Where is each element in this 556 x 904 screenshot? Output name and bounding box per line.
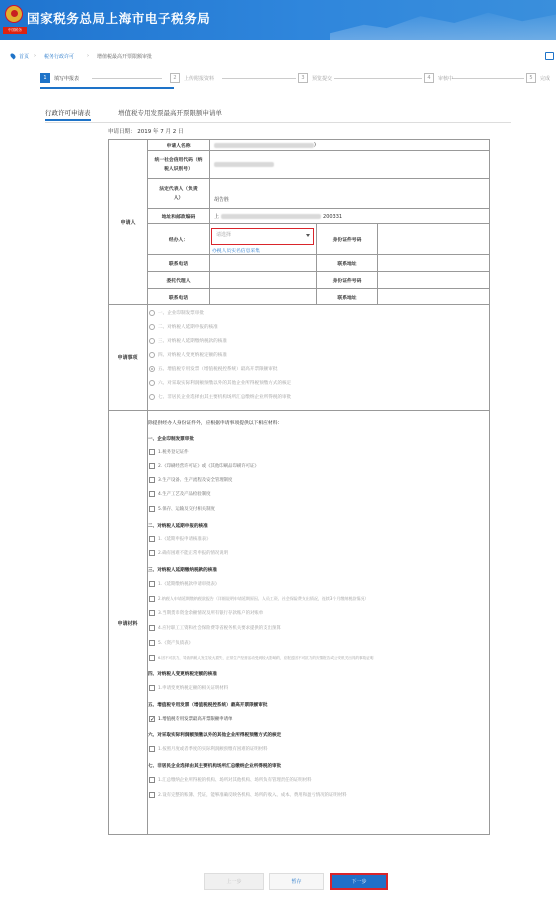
checkbox-icon — [149, 491, 155, 497]
agent-select[interactable]: 请选择 — [211, 228, 314, 245]
radio-icon — [149, 338, 155, 344]
phone-label: 联系电话 — [148, 255, 210, 272]
material-checkbox[interactable]: 2.纳税人申请延期缴纳税款报告（详细说明申请延期原因、人员工资、社会保险费支出情况，连续3个月缴纳税款情况） — [149, 596, 368, 602]
delegate-id-label: 身份证件号码 — [316, 272, 378, 289]
checkbox-icon — [149, 792, 155, 798]
radio-icon — [149, 380, 155, 386]
matter-radio-6[interactable]: 六、对采取实际利润额预缴以外的其他企业所得税预缴方式的核定 — [149, 380, 291, 386]
checkbox-icon — [149, 550, 155, 556]
application-date: 申请日期： 2019 年 7 月 2 日 — [108, 129, 184, 135]
radio-icon — [149, 352, 155, 358]
checkbox-icon — [149, 449, 155, 455]
material-checkbox[interactable]: 3.当期货币资金余额情况及所有银行存款账户的对账单 — [149, 610, 263, 616]
materials-group-5-title: 五、增值税专用发票（增值税税控系统）最高开票限额审批 — [148, 703, 268, 708]
checkbox-icon — [149, 596, 155, 602]
section-matters: 申请事项 — [108, 305, 148, 411]
section-applicant: 申请人 — [120, 219, 136, 226]
site-title: 国家税务总局上海市电子税务局 — [27, 11, 211, 26]
material-checkbox[interactable]: 1.《延期缴纳税款申请审批表》 — [149, 581, 219, 587]
tax-emblem-icon — [5, 5, 23, 23]
matter-radio-4[interactable]: 四、对纳税人变更纳税定额的核准 — [149, 352, 227, 358]
material-checkbox[interactable]: 4.生产工艺及产品检验制度 — [149, 491, 211, 497]
checkbox-icon — [149, 777, 155, 783]
checkbox-icon — [149, 685, 155, 691]
material-checkbox[interactable]: 1.汇总缴纳企业所得税的机构、场所对其他机构、场所负有管理责任的证明材料 — [149, 777, 311, 783]
step-3: 3 预览提交 — [298, 73, 332, 83]
material-checkbox[interactable]: 1.《延期申报申请核准表》 — [149, 536, 211, 542]
agent-id-label: 身份证件号码 — [316, 224, 378, 255]
material-checkbox[interactable]: 2.确有困难不能正常申报的情况说明 — [149, 550, 228, 556]
legal-rep-value: 胡告胜 — [214, 197, 230, 203]
materials-group-1-title: 一、企业印制发票审批 — [148, 437, 194, 442]
checkbox-icon — [149, 640, 155, 646]
radio-icon — [149, 394, 155, 400]
checkbox-icon — [149, 655, 155, 661]
previous-step-button[interactable]: 上一步 — [204, 873, 264, 890]
materials-intro: 除提供经办人身份证件外，应根据申请事项提供以下相应材料： — [148, 421, 283, 426]
radio-icon — [149, 324, 155, 330]
step-1: 1 填写申报表 — [40, 73, 79, 83]
matter-radio-5[interactable]: 五、增值税专用发票（增值税税控系统）最高开票限额审批 — [149, 366, 277, 372]
emblem-label: 中国税务 — [3, 27, 27, 34]
checkbox-icon — [149, 625, 155, 631]
credit-code-label: 统一社会信用代码（纳税人识别号） — [148, 151, 210, 179]
tab-invoice-limit-application[interactable]: 增值税专用发票最高开票限额申请单 — [118, 109, 222, 117]
applicant-name-label: 申请人名称 — [148, 139, 210, 151]
save-draft-button[interactable]: 暂存 — [269, 873, 324, 890]
breadcrumb-home[interactable]: 首页 — [19, 54, 30, 60]
step-5: 5 完成 — [526, 73, 550, 83]
toolbar-icon[interactable] — [545, 52, 554, 60]
material-checkbox[interactable]: 4.应付职工工资和社会保险费等省税务机关要求提供的支出预算 — [149, 625, 281, 631]
material-checkbox[interactable]: 1.申请变更纳税定额的相关证明材料 — [149, 685, 228, 691]
step-2: 2 上传附报资料 — [170, 73, 214, 83]
breadcrumb: 首页 › 税务行政许可 › 增值税最高开票限额审批 — [0, 52, 556, 62]
material-checkbox[interactable]: 5.《资产负债表》 — [149, 640, 193, 646]
step-4: 4 审核中 — [424, 73, 453, 83]
matter-radio-7[interactable]: 七、非居民企业选择由其主要机构场所汇总缴纳企业所得税的审批 — [149, 394, 291, 400]
progress-steps — [0, 73, 556, 89]
contact-address-label: 联系地址 — [316, 255, 378, 272]
legal-rep-label: 法定代表人（负责人） — [148, 179, 210, 209]
material-checkbox[interactable]: 1.税务登记证件 — [149, 449, 189, 455]
material-checkbox[interactable]: 2.《印刷经营许可证》或《其他印刷品印刷许可证》 — [149, 463, 259, 469]
great-wall-decoration — [330, 6, 556, 40]
materials-group-2-title: 二、对纳税人延期申报的核准 — [148, 524, 208, 529]
matter-radio-2[interactable]: 二、对纳税人延期申报的核准 — [149, 324, 218, 330]
material-checkbox-checked[interactable]: ✓ 1.增值税专用发票最高开票限额申请单 — [150, 716, 233, 723]
material-checkbox[interactable]: 1.按照月度或者季度的实际利润额预缴有困难的证明材料 — [149, 746, 268, 752]
material-checkbox[interactable]: 3.生产设备、生产流程及安全管理制度 — [149, 477, 232, 483]
chevron-down-icon — [306, 234, 310, 237]
action-bar — [0, 873, 556, 891]
material-checkbox[interactable]: 2.设有完整的账簿、凭证，能够准确反映各机构、场所的收入、成本、费用和盈亏情况的证明材料 — [149, 792, 347, 798]
checkbox-icon — [149, 746, 155, 752]
checkbox-icon — [149, 536, 155, 542]
applicant-name-suffix: ) — [314, 142, 316, 148]
next-step-button[interactable]: 下一步 — [330, 873, 388, 890]
delegate-phone-label: 联系电话 — [148, 289, 210, 305]
materials-group-6-title: 六、对采取实际利润额预缴以外的其他企业所得税预缴方式的核定 — [148, 733, 282, 738]
materials-group-4-title: 四、对纳税人变更纳税定额的核准 — [148, 672, 217, 677]
section-materials: 申请材料 — [108, 411, 148, 835]
breadcrumb-current: 增值税最高开票限额审批 — [97, 54, 153, 60]
checkbox-icon — [149, 463, 155, 469]
matter-radio-3[interactable]: 三、对纳税人延期缴纳税款的核准 — [149, 338, 227, 344]
top-header — [0, 0, 556, 40]
checkbox-icon — [149, 581, 155, 587]
address-prefix: 上 — [214, 214, 220, 220]
delegate-address-label: 联系地址 — [316, 289, 378, 305]
location-pin-icon — [9, 52, 16, 59]
radio-icon — [149, 310, 155, 316]
agent-label: 经办人： — [148, 224, 210, 255]
delegate-label: 委托代理人 — [148, 272, 210, 289]
materials-group-7-title: 七、非居民企业选择由其主要机构场所汇总缴纳企业所得税的审批 — [148, 764, 282, 769]
matter-radio-1[interactable]: 一、企业印制发票审批 — [149, 310, 204, 316]
checkbox-icon — [149, 610, 155, 616]
agent-realname-link[interactable]: 办税人员实名信息采集 — [212, 249, 260, 254]
material-checkbox[interactable]: 6.因不可抗力，导致纳税人发生较大损失，正常生产经营活动受到较大影响的，应报送因不可抗力的灾情报告或公安机关出具的事故证明 — [149, 655, 373, 661]
breadcrumb-admin-license[interactable]: 税务行政许可 — [44, 54, 75, 60]
checkbox-icon — [149, 506, 155, 512]
address-label: 地址和邮政编码 — [148, 209, 210, 224]
materials-group-3-title: 三、对纳税人延期缴纳税款的核准 — [148, 568, 217, 573]
material-checkbox[interactable]: 5.保存、运输及交付相关制度 — [149, 506, 215, 512]
radio-icon — [149, 366, 155, 372]
checkbox-icon — [149, 477, 155, 483]
address-postcode: 200331 — [323, 213, 343, 220]
active-step-bar — [40, 87, 174, 89]
tab-license-application[interactable]: 行政许可申请表 — [45, 108, 91, 121]
checkmark-icon: ✓ — [150, 716, 156, 723]
